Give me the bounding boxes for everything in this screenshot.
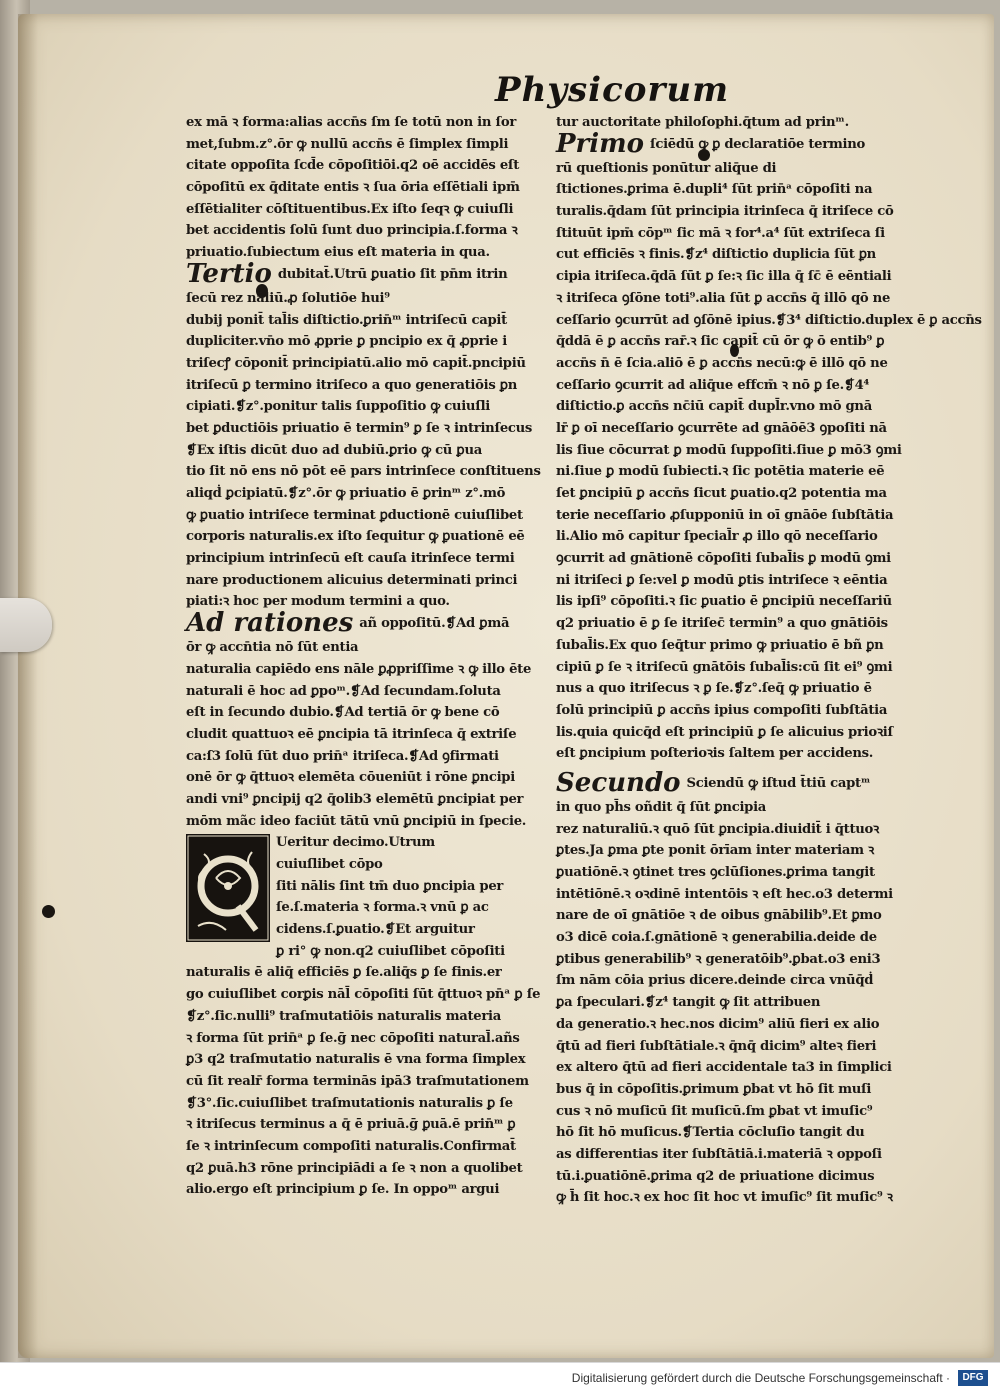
text-line: ꝑ ri° ꝙ non.q2 cuiuſlibet cōpoſiti	[276, 943, 505, 959]
text-line: ni.ſiue ꝑ modū ſubiecti.ꝛ ſic potētia materie eē	[556, 464, 885, 480]
text-line: cū ſit realr̄ forma terminās ipā3 traſmutationem	[186, 1073, 529, 1089]
text-line: cut efficiēs ꝛ finis.❡z⁴ diſtictio duplicia ſūt ꝑn	[556, 247, 876, 263]
right-paragraph-c	[556, 797, 918, 1209]
text-line: dubij ponit̄ tal̄is diſtictio.ꝑrin̄ᵐ intriſecū capit̄	[186, 312, 507, 328]
text-line: q̄ddā ē ꝑ accn̄s rar̄.ꝛ ſic capit̄ cū ōr ꝙ ō entib⁹ ꝑ	[556, 334, 885, 350]
text-line: ceſſario ꝯcurrit ad aliq̄ue effcm̄ ꝛ nō ꝑ ſe.❡4⁴	[556, 377, 869, 393]
text-line: onē ōr ꝙ q̄ttuoꝛ elemēta cōueniūt i rōne ꝑncipi	[186, 770, 515, 786]
section-heading-line	[556, 128, 918, 159]
text-line: rū queſtionis ponūtur aliq̄ue di	[556, 160, 777, 176]
text-line: lis.quia quicq̄d eſt principiū ꝑ ſe alicuius prioꝛiſ	[556, 724, 893, 740]
text-line: ſtituūt ipm̄ cōpᵐ ſic mā ꝛ for⁴.a⁴ ſūt extriſeca ſi	[556, 225, 885, 241]
text-line: ꝑtibus generabilib⁹ ꝛ generatōib⁹.ꝑbat.o3 eni3	[556, 951, 881, 967]
text-line: ſtictiones.ꝑrima ē.dupli⁴ ſūt prin̄ᵃ cōpoſiti na	[556, 182, 873, 198]
dfg-logo: DFG	[958, 1370, 988, 1386]
text-line: ſecū rez nāliū.ꝓ ſolutiōe hui⁹	[186, 290, 390, 306]
text-line: q2 priuatio ē ꝑ ſe itriſec̄ termin⁹ a quo gnātiōis	[556, 616, 888, 632]
right-column	[556, 112, 982, 1209]
text-line: naturali ē hoc ad ꝑpoᵐ.❡Ad ſecundam.ſoluta	[186, 683, 501, 699]
text-line: lr̄ ꝑ oī neceſſario ꝯcurrēte ad gnāōē3 ꝯpoſiti nā	[556, 420, 887, 436]
text-line: corporis naturalis.ex iſto ſequitur ꝙ ꝑuationē eē	[186, 529, 525, 545]
text-line: lis ipſi⁹ cōpoſiti.ꝛ ſic ꝑuatio ē ꝑncipiū neceſſariū	[556, 594, 892, 610]
text-line: bet ꝑductiōis priuatio ē termin⁹ ꝑ ſe ꝛ intrinſecus	[186, 420, 533, 436]
text-line: turalis.q̄dam ſūt principia itrinſeca q̄ itriſece cō	[556, 204, 894, 220]
text-line: ꝛ itriſecus terminus a q̄ ē priuā.ḡ ꝑuā.ē prin̄ᵐ ꝑ	[186, 1117, 516, 1133]
text-line: bus q̄ in cōpoſitis.ꝑrimum ꝑbat vt hō ſit muſi	[556, 1081, 872, 1097]
footer-bar	[0, 1362, 1000, 1392]
section-heading-line	[186, 258, 546, 289]
left-paragraph-a	[186, 112, 546, 264]
text-line: Sciendū ꝙ iſtud t̄tiū captᵐ	[686, 775, 871, 791]
text-line: eſt in ſecundo dubio.❡Ad tertiā ōr ꝙ bene cō	[186, 705, 500, 721]
text-line: ꝑuatiōnē.ꝛ ꝯtinet tres ꝯclūſiones.ꝑrima tangit	[556, 865, 875, 880]
text-line: cidens.ſ.ꝑuatio.❡Et arguitur	[276, 922, 475, 938]
text-line: naturalia capiēdo ens nāle ꝑꝓpriſſime ꝛ ꝙ illo ēte	[186, 661, 532, 677]
text-line: li.Alio mō capitur ſpecial̄r ꝓ illo qō neceſſario	[556, 529, 878, 545]
text-line: priuatio.ſubiectum eius eſt materia in qua.	[186, 245, 490, 261]
text-line: andi vni⁹ ꝑncipij q2 q̄olib3 elemētū ꝑncipiat per	[186, 791, 524, 807]
text-line: ꝑ3 q2 traſmutatio naturalis ē vna forma ſimplex	[186, 1052, 526, 1068]
text-line: cipiū ꝑ ſe ꝛ itriſecū gnātōis ſubal̄is:cū ſit ei⁹ ꝯmi	[556, 659, 893, 675]
text-line: accn̄s n̄ ē ſcia.aliō ē ꝑ accn̄s necū:ꝙ ē illō qō ne	[556, 355, 888, 371]
page-gutter-shadow	[18, 14, 38, 1358]
text-line: lis ſiue cōcurrat ꝑ modū ſuppoſiti.ſiue ꝑ mō3 ꝯmi	[556, 442, 902, 458]
text-line: dupliciter.vn̄o mō ꝓprie ꝑ pncipio ex q̄ ꝓprie i	[186, 334, 507, 350]
section-heading-ad-rationes: Ad rationes	[186, 608, 354, 639]
text-line: tū.i.ꝑuatiōnē.ꝑrima q2 de priuatione dicimus	[556, 1168, 875, 1184]
text-line: go cuiuſlibet corꝑis nāl̄ cōpoſiti ſūt q̄ttuoꝛ pn̄ᵃ ꝑ ſe	[186, 987, 541, 1003]
text-line: rez naturaliū.ꝛ quō ſūt ꝑncipia.diuidit̄ i q̄ttuoꝛ	[556, 821, 879, 837]
left-paragraph-b	[186, 288, 546, 613]
text-line: ōr ꝙ accn̄tia nō ſūt entia	[186, 640, 359, 656]
text-line: cipiati.❡z°.ponitur talis ſuppoſitio ꝙ cuiuſli	[186, 399, 491, 415]
text-line: triſecꝭ cōponit̄ principiatū.alio mō capit̄.pncipiū	[186, 355, 526, 371]
text-line: ſiti nālis ſint tm̄ duo ꝑncipia per	[276, 878, 504, 894]
text-line: mōm mãc ideo faciūt tātū vnū ꝑncipiū in ſpecie.	[186, 813, 527, 829]
section-heading-line	[186, 608, 546, 639]
text-line: aliqḋ ꝑcipiatū.❡z°.ōr ꝙ priuatio ē ꝑrinᵐ z°.mō	[186, 486, 506, 501]
text-line: ſe ꝛ intrinſecum compoſiti naturalis.Confirmat̄	[186, 1138, 516, 1154]
text-line: ꝙ h̄ ſit hoc.ꝛ ex hoc ſit hoc vt imuſic⁹ ſit muſic⁹ ꝛ	[556, 1190, 893, 1206]
text-line: terie neceſſario ꝓſupponiū in oī gnāōe ſubſtātia	[556, 507, 894, 523]
text-line: ca:ſ3 ſolū ſūt duo prin̄ᵃ itriſeca.❡Ad ꝯfirmati	[186, 748, 499, 764]
running-head: Physicorum	[495, 70, 730, 110]
text-line: ꝑtes.Ja ꝑma ꝑte ponit ōrīam inter materiam ꝛ	[556, 843, 874, 859]
section-heading-tertio: Tertio	[186, 258, 272, 289]
text-line: piati:ꝛ hoc per modum termini a quo.	[186, 594, 450, 610]
ink-blot	[42, 905, 55, 918]
text-line: itriſecū ꝑ termino itriſeco a quo generatiōis ꝑn	[186, 377, 518, 393]
text-line: principium intrinſecū eſt cauſa itrinſece termi	[186, 551, 515, 567]
text-line: eſt ꝑncipium poſterioꝛis ſaltem per accidens.	[556, 746, 874, 762]
right-paragraph-b	[556, 158, 982, 765]
text-line: met,ſubm.z°.ōr ꝙ nullū accn̄s ē ſimplex ſimpli	[186, 136, 509, 152]
text-line: ꝯcurrit ad gnātionē cōpoſiti ſubal̄is ꝑ modū ꝯmi	[556, 551, 891, 567]
text-line: nare de oī gnātiōe ꝛ de oibus gnābilib⁹.Et ꝑmo	[556, 908, 882, 924]
footer-credit: Digitalisierung gefördert durch die Deutsche Forschungsgemeinschaft ·	[571, 1371, 950, 1385]
decorated-initial-art	[186, 834, 270, 942]
text-line: dubitat̄.Utrū ꝑuatio ſit pn̄m itrin	[277, 266, 508, 282]
text-line: ceſſario ꝯcurrūt ad ꝯſōnē ipius.❡3⁴ diſtictio.duplex ē ꝑ accn̄s	[556, 312, 982, 328]
text-line: ſubal̄is.Ex quo ſeq̄tur primo ꝙ priuatio ē bñ ꝑn	[556, 637, 884, 653]
text-line: ꝛ forma ſūt prin̄ᵃ ꝑ ſe.ḡ nec cōpoſiti natural̄.añs	[186, 1030, 520, 1046]
text-line: naturalis ē aliq̄ efficiēs ꝑ ſe.aliq̄s ꝑ ſe finis.er	[186, 965, 502, 981]
text-line: q̄tū ad fieri ſubſtātiale.ꝛ q̄nq̄ dicim⁹ alteꝛ fieri	[556, 1038, 877, 1054]
text-line: ex mā ꝛ forma:alias accn̄s ſm ſe totū non in ſor	[186, 115, 516, 130]
text-line: eſſētialiter cōſtituentibus.Ex iſto ſeqꝛ ꝙ cuiuſli	[186, 201, 514, 217]
decorated-initial	[186, 834, 270, 942]
left-paragraph-c	[186, 637, 546, 832]
text-line: ſet ꝑncipiū ꝑ accn̄s ſicut ꝑuatio.q2 potentia ma	[556, 486, 887, 501]
text-line: cōpoſitū ex q̄ditate entis ꝛ ſua ōria eſſētiali ipm̄	[186, 180, 520, 196]
text-line: ❡Ex iſtis dicūt duo ad dubiū.ꝑrio ꝙ cū ꝑua	[186, 442, 482, 458]
text-line: cludit quattuoꝛ eē ꝑncipia tā itrinſeca q̄ extriſe	[186, 726, 517, 742]
text-line: ❡3°.ſic.cuiuſlibet traſmutationis naturalis ꝑ ſe	[186, 1095, 513, 1111]
text-line: ꝙ ꝑuatio intriſece terminat ꝑductionē cuiuſlibet	[186, 507, 523, 523]
text-line: intētiōnē.ꝛ oꝛdinē intentōis ꝛ eſt hec.o3 determi	[556, 886, 893, 902]
text-line: ❡z°.ſic.nulli⁹ traſmutatiōis naturalis materia	[186, 1008, 501, 1024]
text-line: q2 ꝑuā.h3 rōne principiādi a ſe ꝛ non a quolibet	[186, 1160, 523, 1176]
text-line: cipia itriſeca.q̄dā ſūt ꝑ ſe:ꝛ ſic illa q̄ ſc̄ ē eēntiali	[556, 269, 892, 285]
section-heading-line	[556, 767, 918, 798]
text-line: da generatio.ꝛ hec.nos dicim⁹ aliū fieri ex alio	[556, 1016, 880, 1032]
text-line: hō ſit hō muſicus.❡Tertia cōcluſio tangit du	[556, 1125, 865, 1141]
text-line: as differentias iter ſubſtātiā.i.materiā ꝛ oppoſi	[556, 1146, 882, 1162]
text-line: tio ſit nō ens nō pōt eē pars intrinſece conſtituens	[186, 464, 541, 480]
text-line: añ oppoſitū.❡Ad ꝑmā	[359, 616, 510, 632]
left-column	[186, 112, 546, 1201]
text-line: ſm nām cōia prius dicere.deinde circa vnūq̄ḋ	[556, 973, 874, 989]
section-heading-primo: Primo	[556, 128, 644, 159]
text-line: tur auctoritate philoſophi.q̄tum ad prinᵐ.	[556, 115, 849, 130]
text-line: cus ꝛ nō muſicū ſit muſicū.ſm ꝑbat vt imuſic⁹	[556, 1103, 873, 1119]
text-line: Ueritur decimo.Utrum	[276, 835, 435, 851]
text-line: ꝛ itriſeca ꝯſōne toti⁹.alia ſūt ꝑ accn̄s q̄ illō qō ne	[556, 290, 891, 306]
text-line: diſtictio.ꝑ accn̄s nc̄iū capit̄ dupl̄r.vno mō gnā	[556, 399, 872, 415]
text-line: o3 dicē coia.ſ.gnātionē ꝛ generabilia.deide de	[556, 930, 877, 946]
page-clip	[0, 598, 52, 652]
text-line: ſe.ſ.materia ꝛ forma.ꝛ vnū ꝑ ac	[276, 900, 489, 916]
text-line: ni itriſeci ꝑ ſe:vel ꝑ modū ꝑtis intriſece ꝛ eēntia	[556, 572, 888, 588]
text-line: ſolū principiū ꝑ accn̄s ipius compoſiti ſubſtātia	[556, 702, 888, 718]
left-paragraph-d	[186, 962, 546, 1201]
text-line: citate oppoſita ſcd̄e cōpoſitiōi.q2 oē accidēs eſt	[186, 158, 520, 174]
text-line: ex altero q̄tū ad fieri accidentale ta3 in ſimplici	[556, 1060, 892, 1076]
section-heading-secundo: Secundo	[556, 767, 681, 798]
quaestio-block	[186, 832, 546, 962]
text-line: nare productionem alicuius determinati princi	[186, 572, 518, 588]
text-line: cuiuſlibet cōpo	[276, 857, 383, 872]
text-line: ſciēdū ꝙ ꝑ declaratiōe termino	[649, 136, 866, 152]
quaestio-opening-lines	[276, 832, 546, 962]
text-line: nus a quo itriſecus ꝛ ꝑ ſe.❡z°.ſeq̄ ꝙ priuatio ē	[556, 681, 872, 697]
text-line: ꝑa ſpeculari.❡z⁴ tangit ꝙ ſit attribuen	[556, 995, 821, 1011]
text-line: in quo ph̄s oñdit q̄ ſūt ꝑncipia	[556, 799, 767, 815]
text-line: bet accidentis ſolū ſunt duo principia.ſ.forma ꝛ	[186, 223, 518, 239]
text-line: alio.ergo eſt principium ꝑ ſe. In oppoᵐ argui	[186, 1182, 500, 1198]
